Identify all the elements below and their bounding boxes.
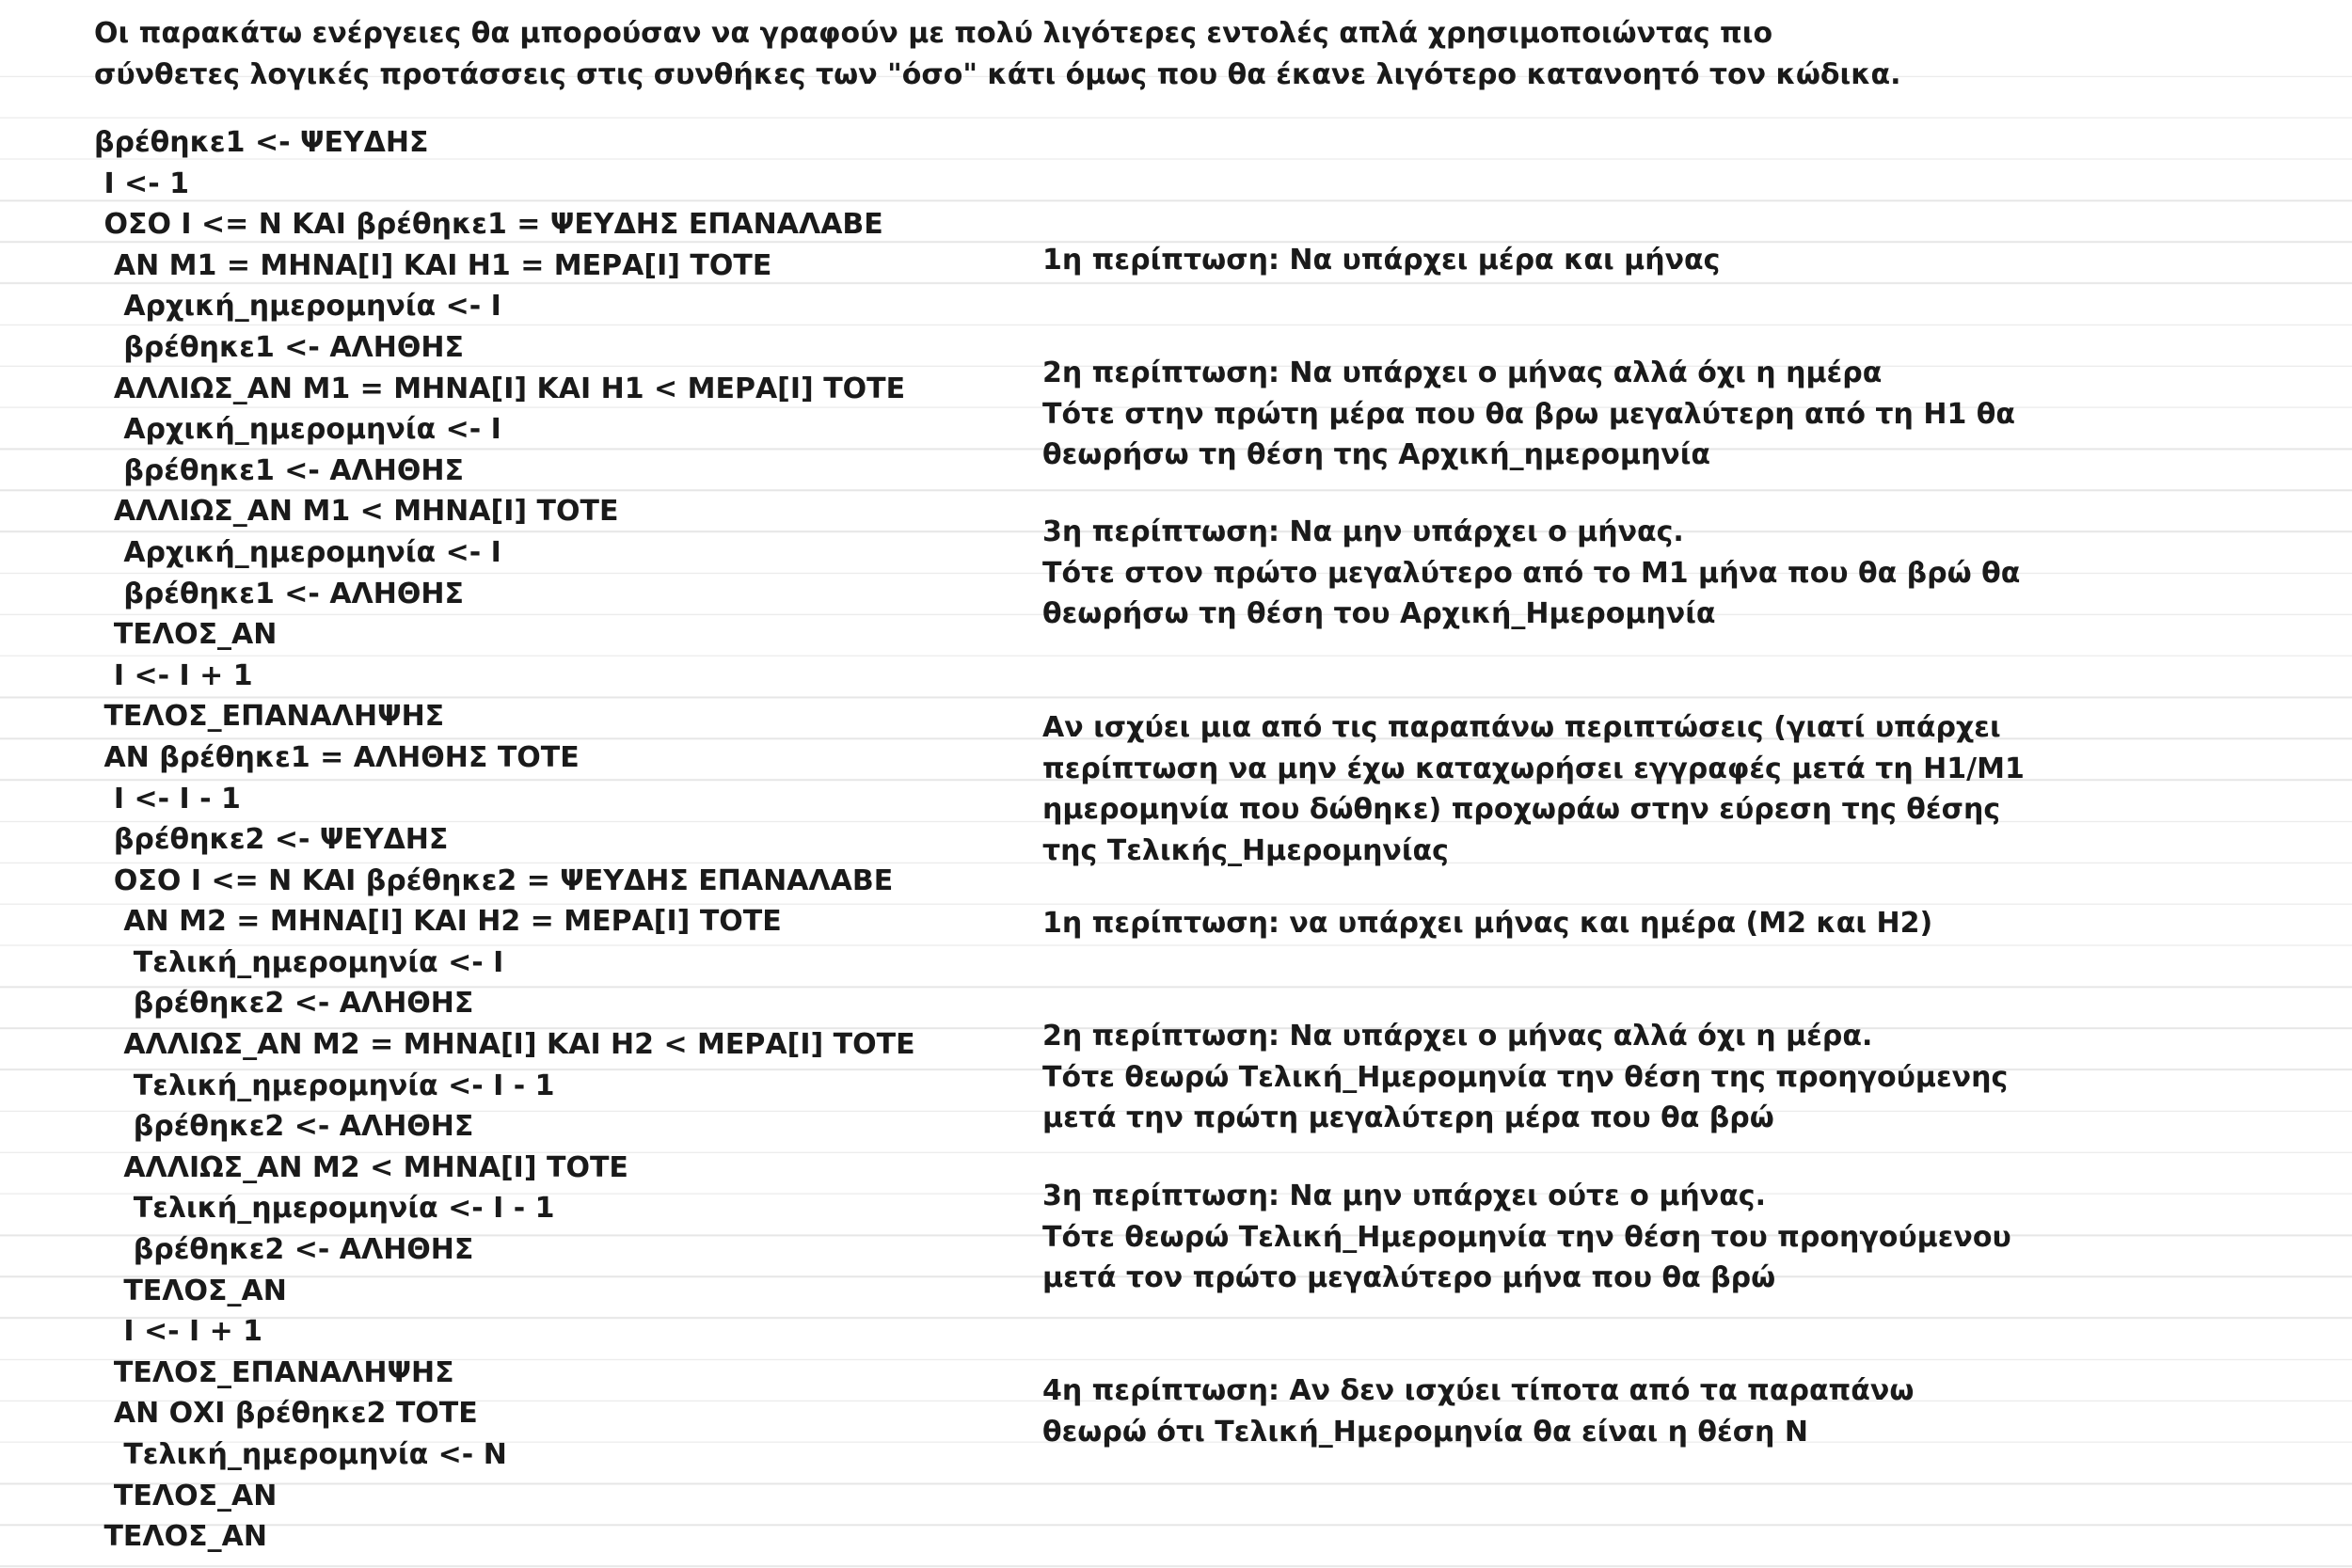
- intro-line: Οι παρακάτω ενέργειες θα μπορούσαν να γραφούν με πολύ λιγότερες εντολές απλά χρησιμοποιώντας πιο: [94, 17, 1773, 50]
- code-line: ΑΛΛΙΩΣ_ΑΝ Μ2 = ΜΗΝΑ[Ι] ΚΑΙ Η2 < ΜΕΡΑ[Ι] ΤΟΤΕ: [94, 1028, 915, 1062]
- code-line: ΤΕΛΟΣ_ΑΝ: [94, 1479, 278, 1513]
- code-line: ΟΣΟ Ι <= Ν ΚΑΙ βρέθηκε1 = ΨΕΥΔΗΣ ΕΠΑΝΑΛΑΒΕ: [94, 208, 883, 242]
- code-line: ΑΛΛΙΩΣ_ΑΝ Μ2 < ΜΗΝΑ[Ι] ΤΟΤΕ: [94, 1150, 628, 1184]
- code-line: ΟΣΟ Ι <= Ν ΚΑΙ βρέθηκε2 = ΨΕΥΔΗΣ ΕΠΑΝΑΛΑΒΕ: [94, 863, 894, 897]
- code-line: βρέθηκε2 <- ΑΛΗΘΗΣ: [94, 1110, 474, 1144]
- code-line: ΑΝ Μ1 = ΜΗΝΑ[Ι] ΚΑΙ Η1 = ΜΕΡΑ[Ι] ΤΟΤΕ: [94, 248, 772, 282]
- note-line: της Τελικής_Ημερομηνίας: [1042, 833, 1449, 867]
- note-line: Τότε θεωρώ Τελική_Ημερομηνία την θέση του προηγούμενου: [1042, 1220, 2011, 1254]
- code-line: βρέθηκε1 <- ΑΛΗΘΗΣ: [94, 330, 464, 364]
- note-block: [1042, 1016, 2265, 1139]
- note-block: [1042, 240, 2265, 281]
- note-line: θεωρώ ότι Τελική_Ημερομηνία θα είναι η θέση Ν: [1042, 1415, 1808, 1449]
- note-line: Τότε στον πρώτο μεγαλύτερο από το Μ1 μήνα που θα βρώ θα: [1042, 556, 2021, 590]
- note-line: 1η περίπτωση: Να υπάρχει μέρα και μήνας: [1042, 244, 1721, 277]
- note-line: ημερομηνία που δώθηκε) προχωράω στην εύρεση της θέσης: [1042, 793, 2001, 827]
- note-line: περίπτωση να μην έχω καταχωρήσει εγγραφές μετά τη Η1/Μ1: [1042, 752, 2025, 785]
- intro-paragraph: [94, 13, 2258, 95]
- note-line: 2η περίπτωση: Να υπάρχει ο μήνας αλλά όχι η μέρα.: [1042, 1020, 1873, 1053]
- code-line: Ι <- Ι + 1: [94, 1315, 263, 1349]
- code-line: ΑΛΛΙΩΣ_ΑΝ Μ1 = ΜΗΝΑ[Ι] ΚΑΙ Η1 < ΜΕΡΑ[Ι] ΤΟΤΕ: [94, 372, 906, 405]
- note-block: [1042, 1176, 2265, 1299]
- code-line: ΑΝ Μ2 = ΜΗΝΑ[Ι] ΚΑΙ Η2 = ΜΕΡΑ[Ι] ΤΟΤΕ: [94, 905, 782, 939]
- code-line: Τελική_ημερομηνία <- Ν: [94, 1438, 507, 1471]
- note-line: 1η περίπτωση: να υπάρχει μήνας και ημέρα (Μ2 και Η2): [1042, 907, 1933, 940]
- code-line: Αρχική_ημερομηνία <- Ι: [94, 290, 501, 324]
- code-line: Τελική_ημερομηνία <- Ι: [94, 945, 504, 979]
- code-line: βρέθηκε2 <- ΑΛΗΘΗΣ: [94, 987, 474, 1021]
- note-line: θεωρήσω τη θέση της Αρχική_ημερομηνία: [1042, 438, 1711, 472]
- code-line: βρέθηκε2 <- ΑΛΗΘΗΣ: [94, 1233, 474, 1267]
- code-line: ΤΕΛΟΣ_ΑΝ: [94, 1274, 287, 1307]
- pseudocode-block: [94, 122, 1035, 1558]
- code-line: Ι <- Ι + 1: [94, 658, 253, 692]
- code-line: ΑΝ ΟΧΙ βρέθηκε2 ΤΟΤΕ: [94, 1397, 478, 1431]
- code-line: ΤΕΛΟΣ_ΑΝ: [94, 1520, 267, 1554]
- note-line: Τότε στην πρώτη μέρα που θα βρω μεγαλύτερη από τη Η1 θα: [1042, 397, 2015, 431]
- code-line: ΤΕΛΟΣ_ΕΠΑΝΑΛΗΨΗΣ: [94, 1355, 454, 1389]
- note-line: 2η περίπτωση: Να υπάρχει ο μήνας αλλά όχι η ημέρα: [1042, 356, 1883, 389]
- code-line: ΤΕΛΟΣ_ΕΠΑΝΑΛΗΨΗΣ: [94, 700, 445, 734]
- note-line: 3η περίπτωση: Να μην υπάρχει ο μήνας.: [1042, 515, 1684, 548]
- note-block: [1042, 903, 2265, 944]
- code-line: Τελική_ημερομηνία <- Ι - 1: [94, 1069, 555, 1102]
- code-line: Ι <- Ι - 1: [94, 782, 241, 816]
- code-line: Τελική_ημερομηνία <- Ι - 1: [94, 1192, 555, 1226]
- note-line: μετά τον πρώτο μεγαλύτερο μήνα που θα βρώ: [1042, 1261, 1776, 1295]
- note-line: Αν ισχύει μια από τις παραπάνω περιπτώσεις (γιατί υπάρχει: [1042, 711, 2001, 744]
- code-line: Αρχική_ημερομηνία <- Ι: [94, 413, 501, 447]
- code-line: ΑΛΛΙΩΣ_ΑΝ Μ1 < ΜΗΝΑ[Ι] ΤΟΤΕ: [94, 495, 619, 529]
- note-line: Τότε θεωρώ Τελική_Ημερομηνία την θέση της προηγούμενης: [1042, 1060, 2009, 1094]
- code-line: βρέθηκε1 <- ΨΕΥΔΗΣ: [94, 126, 429, 159]
- code-line: Ι <- 1: [94, 166, 189, 200]
- code-line: βρέθηκε1 <- ΑΛΗΘΗΣ: [94, 577, 464, 610]
- code-line: ΑΝ βρέθηκε1 = ΑΛΗΘΗΣ ΤΟΤΕ: [94, 740, 580, 774]
- note-line: μετά την πρώτη μεγαλύτερη μέρα που θα βρώ: [1042, 1101, 1774, 1135]
- code-line: ΤΕΛΟΣ_ΑΝ: [94, 618, 278, 652]
- note-line: 3η περίπτωση: Να μην υπάρχει ούτε ο μήνας.: [1042, 1180, 1766, 1212]
- note-block: [1042, 707, 2265, 871]
- code-line: Αρχική_ημερομηνία <- Ι: [94, 535, 501, 569]
- note-line: θεωρήσω τη θέση του Αρχική_Ημερομηνία: [1042, 597, 1716, 631]
- note-block: [1042, 353, 2265, 476]
- intro-line: σύνθετες λογικές προτάσσεις στις συνθήκες των "όσο" κάτι όμως που θα έκανε λιγότερο κατανοητό τον κώδικα.: [94, 57, 1901, 91]
- note-block: [1042, 1370, 2265, 1452]
- code-line: βρέθηκε1 <- ΑΛΗΘΗΣ: [94, 453, 464, 487]
- note-line: 4η περίπτωση: Αν δεν ισχύει τίποτα από τα παραπάνω: [1042, 1374, 1915, 1407]
- code-line: βρέθηκε2 <- ΨΕΥΔΗΣ: [94, 823, 449, 857]
- note-block: [1042, 512, 2265, 635]
